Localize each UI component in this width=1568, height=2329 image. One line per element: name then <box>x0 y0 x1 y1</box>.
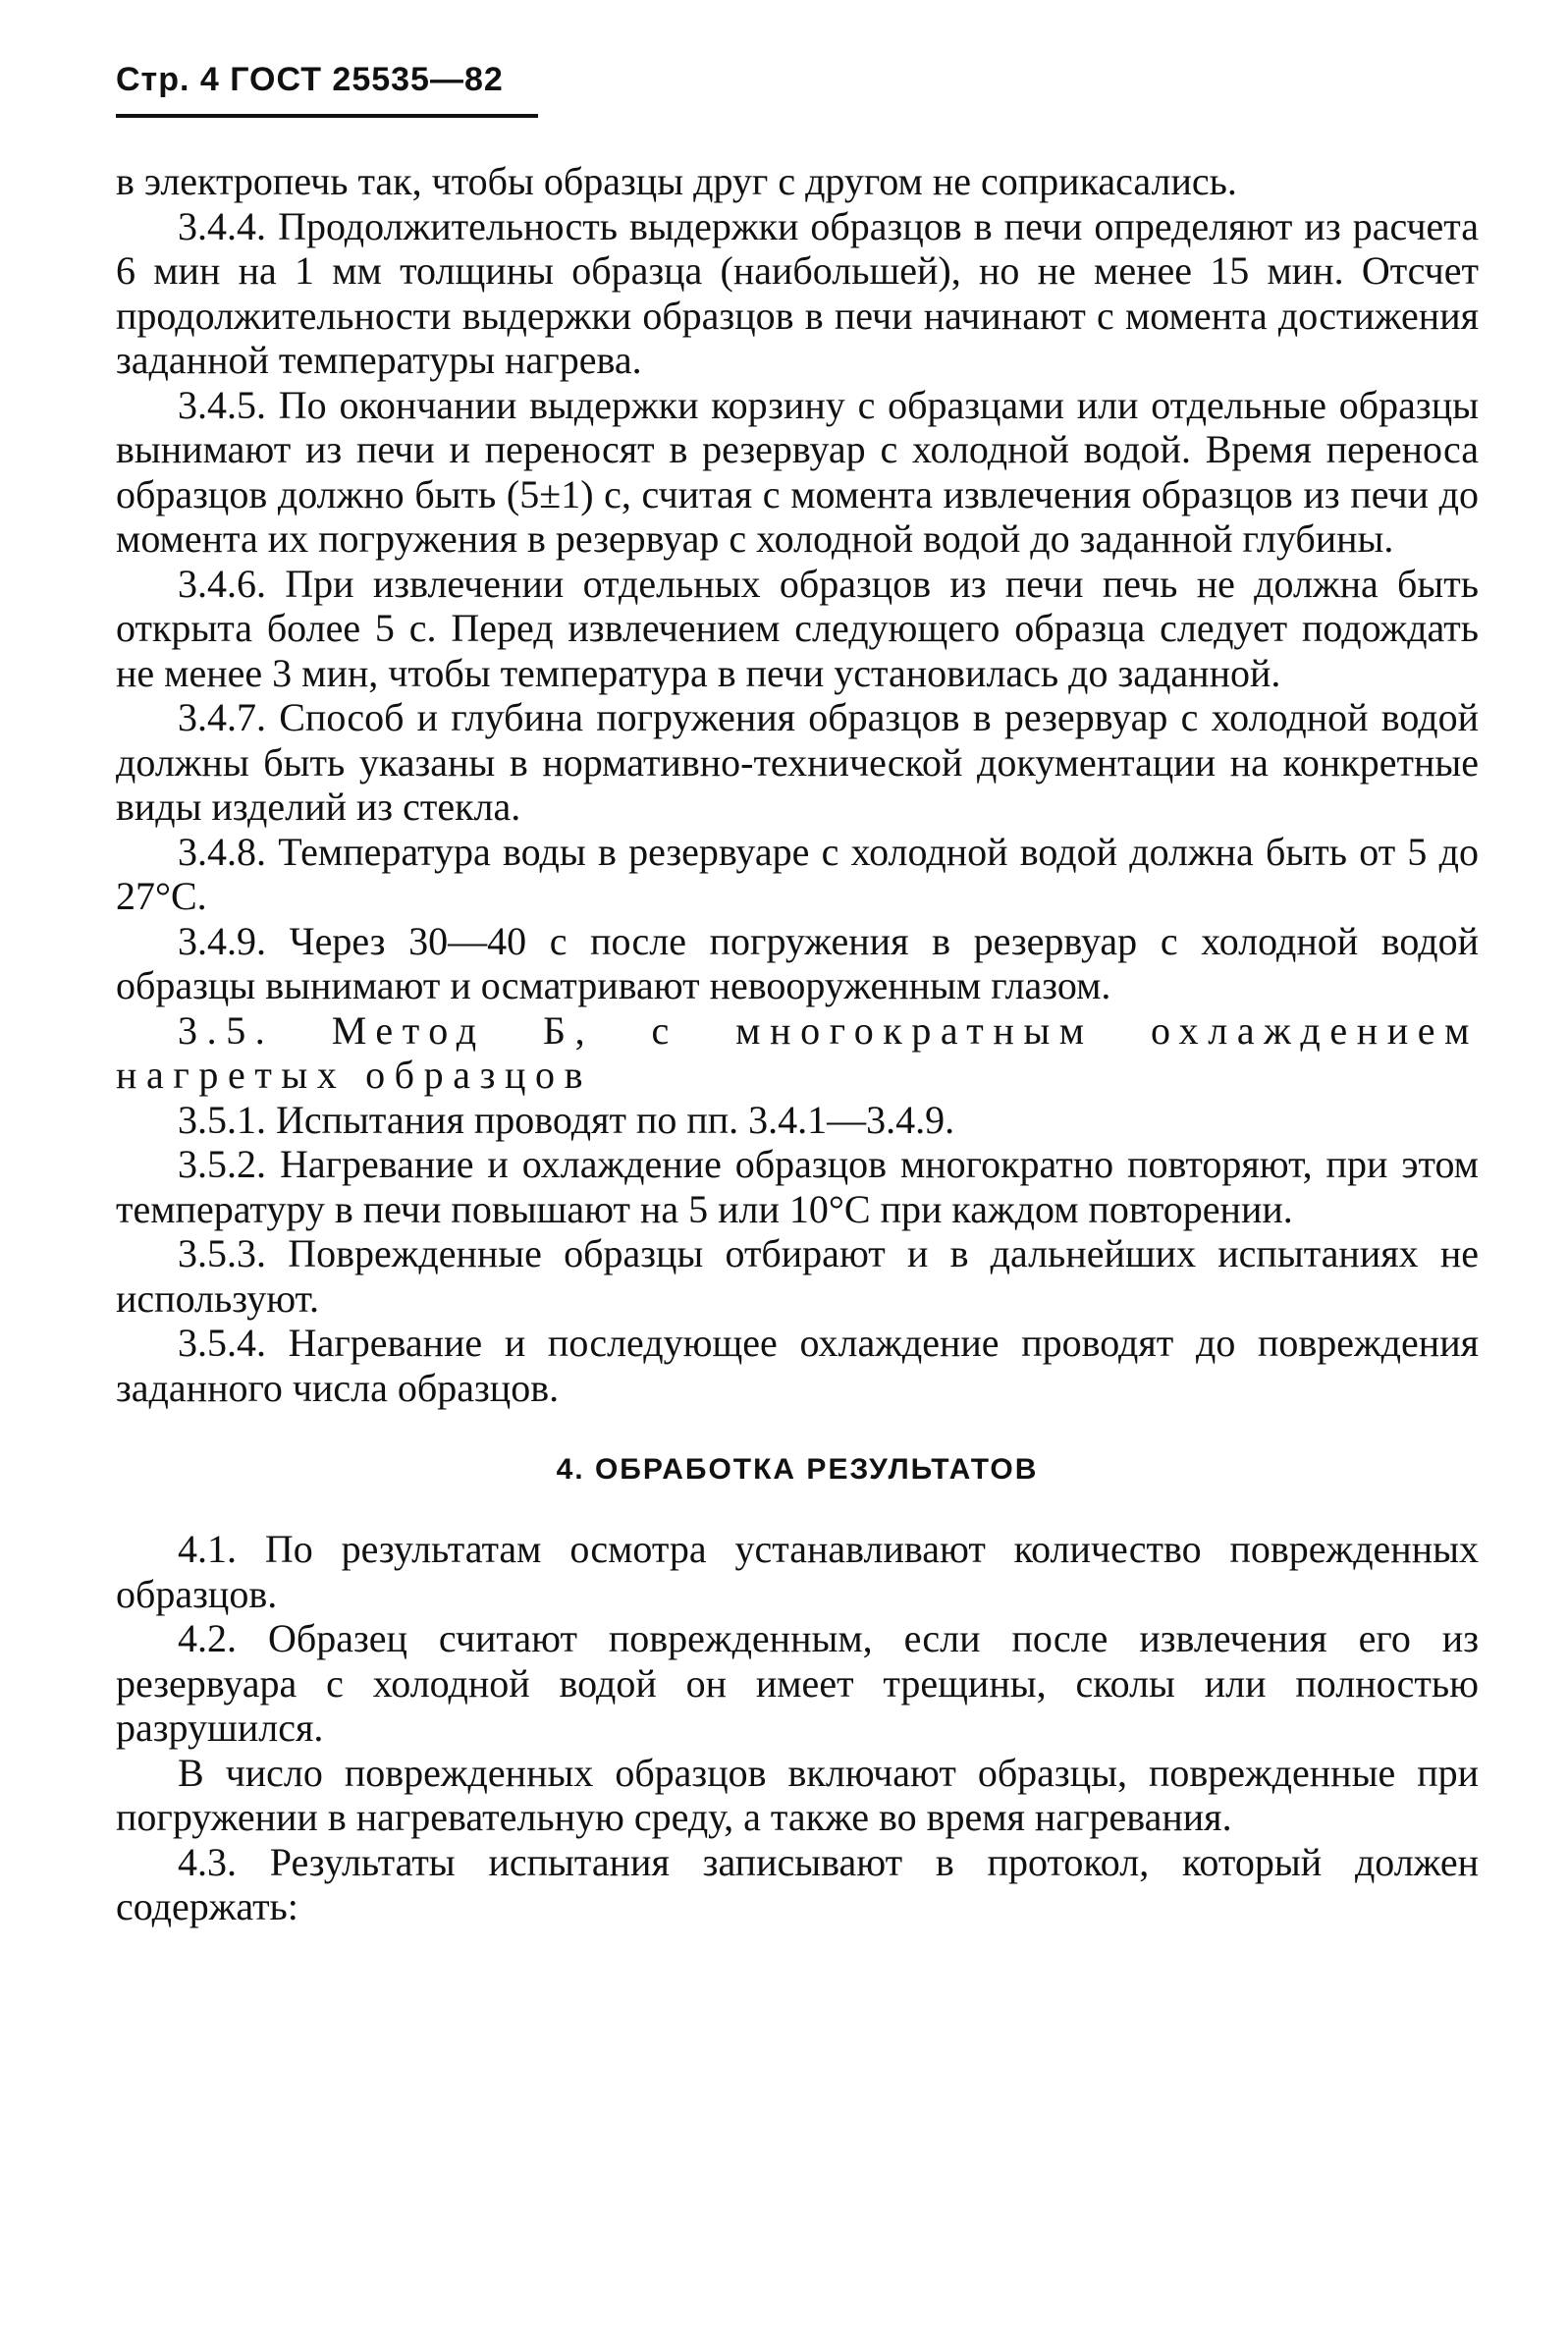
subsection-3-5-title: 3.5. Метод Б, с многократным охлаждением нагретых образцов <box>116 1007 1479 1097</box>
section-4-heading: 4. ОБРАБОТКА РЕЗУЛЬТАТОВ <box>556 1453 1039 1486</box>
paragraph-3-5-1: 3.5.1. Испытания проводят по пп. 3.4.1—3.4.9. <box>178 1097 955 1142</box>
paragraph-3-4-5: 3.4.5. По окончании выдержки корзину с образцами или отдельные образцы вынимают из печи и переносят в резервуар с холодной водой. Время переноса образцов должно быть (5±1) с, считая с момента извлечения образцов из печи до момента их погружения в резервуар с холодной водой до заданной глубины. <box>116 382 1479 561</box>
paragraph-3-4-4: 3.4.4. Продолжительность выдержки образцов в печи определяют из расчета 6 мин на 1 мм толщины образца (наибольшей), но не менее 15 мин. Отсчет продолжительности выдержки образцов в печи начинают с момента достижения заданной температуры нагрева. <box>116 203 1479 382</box>
paragraph-4-3: 4.3. Результаты испытания записывают в протокол, который должен содержать: <box>116 1839 1479 1928</box>
paragraph-3-4-9: 3.4.9. Через 30—40 с после погружения в резервуар с холодной водой образцы вынимают и осматривают невооруженным глазом. <box>116 918 1479 1007</box>
paragraph-4-2: 4.2. Образец считают поврежденным, если после извлечения его из резервуара с холодной водой он имеет трещины, сколы или полностью разрушился. <box>116 1616 1479 1750</box>
paragraph-3-5-3: 3.5.3. Поврежденные образцы отбирают и в дальнейших испытаниях не используют. <box>116 1231 1479 1321</box>
paragraph-3-5-4: 3.5.4. Нагревание и последующее охлаждение проводят до повреждения заданного числа образцов. <box>116 1321 1479 1410</box>
body-text <box>116 159 1479 1929</box>
paragraph-3-4-6: 3.4.6. При извлечении отдельных образцов из печи печь не должна быть открыта более 5 с. Перед извлечением следующего образца следует подождать не менее 3 мин, чтобы температура в печи установилась до заданной. <box>116 561 1479 695</box>
header-rule <box>116 114 538 118</box>
paragraph-4-1: 4.1. По результатам осмотра устанавливают количество поврежденных образцов. <box>116 1527 1479 1616</box>
paragraph-4-2-continued: В число поврежденных образцов включают образцы, поврежденные при погружении в нагревательную среду, а также во время нагревания. <box>116 1750 1479 1839</box>
paragraph-3-4-8: 3.4.8. Температура воды в резервуаре с холодной водой должна быть от 5 до 27°С. <box>116 829 1479 918</box>
running-head: Стр. 4 ГОСТ 25535—82 <box>116 61 504 98</box>
paragraph-continuation: в электропечь так, чтобы образцы друг с другом не соприкасались. <box>116 159 1237 203</box>
paragraph-3-4-7: 3.4.7. Способ и глубина погружения образцов в резервуар с холодной водой должны быть указаны в нормативно-технической документации на конкретные виды изделий из стекла. <box>116 695 1479 829</box>
paragraph-3-5-2: 3.5.2. Нагревание и охлаждение образцов многократно повторяют, при этом температуру в печи повышают на 5 или 10°С при каждом повторении. <box>116 1142 1479 1231</box>
